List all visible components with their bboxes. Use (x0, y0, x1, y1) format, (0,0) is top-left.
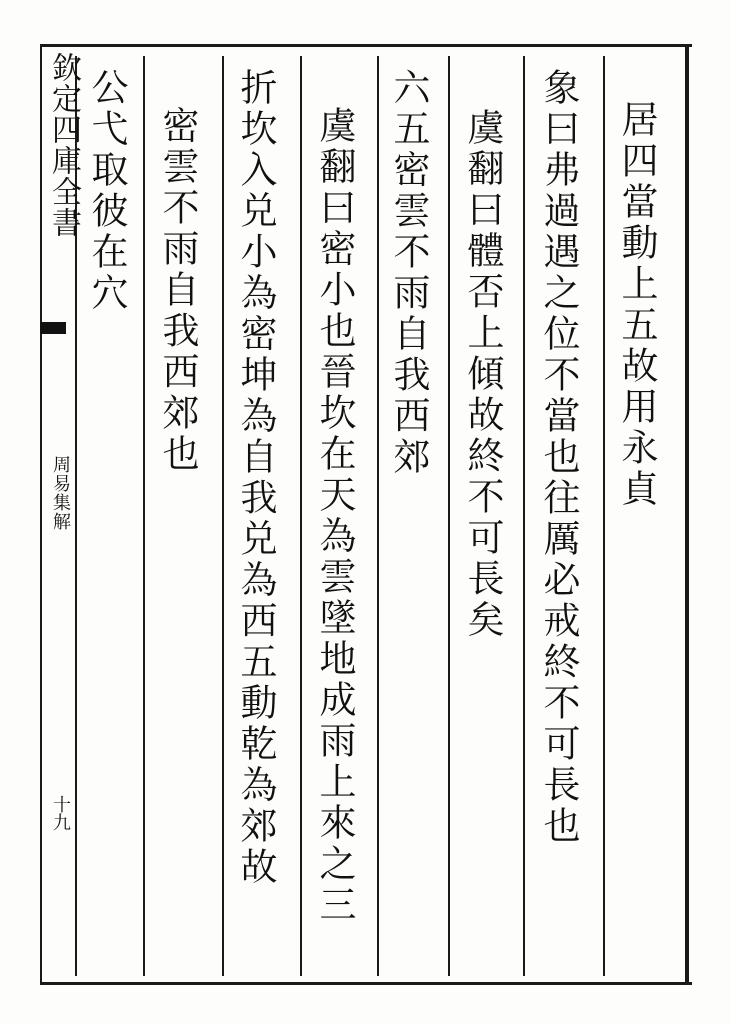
margin-volume-title: 周易集解 (50, 455, 71, 531)
text-column-5: 虞翻曰密小也晉坎在天為雲墜地成雨上來之三 (313, 106, 356, 926)
margin-book-title: 欽定四庫全書 (46, 52, 81, 238)
text-column-2: 象曰弗過遇之位不當也往厲必戒終不可長也 (537, 68, 580, 847)
text-column-1: 居四當動上五故用永貞 (615, 100, 658, 510)
frame-bottom-rule (40, 982, 692, 985)
text-column-7: 密雲不雨自我西郊也 (156, 106, 199, 475)
column-divider (143, 56, 145, 976)
column-divider (222, 56, 224, 976)
text-column-8: 公弋取彼在穴 (85, 68, 128, 314)
column-divider (603, 56, 605, 976)
text-column-4: 六五密雲不雨自我西郊 (387, 68, 430, 478)
margin-page-number: 十九 (50, 795, 71, 831)
column-divider (300, 56, 302, 976)
frame-right-rule (685, 44, 689, 985)
text-column-6: 折坎入兑小為密坤為自我兑為西五動乾為郊故 (234, 68, 277, 888)
frame-top-rule (40, 44, 692, 47)
column-divider (523, 56, 525, 976)
fish-tail-mark (40, 322, 66, 334)
text-column-3: 虞翻曰體否上傾故終不可長矣 (461, 108, 504, 641)
column-divider (377, 56, 379, 976)
column-divider (448, 56, 450, 976)
